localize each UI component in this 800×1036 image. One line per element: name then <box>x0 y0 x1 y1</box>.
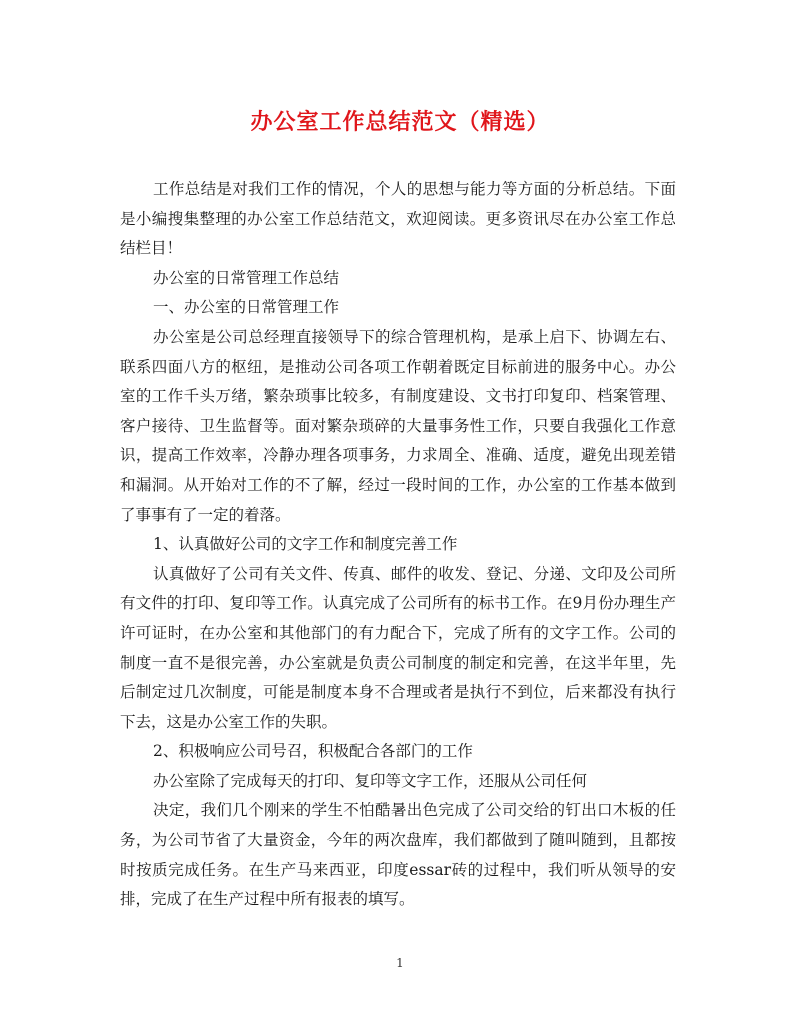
body-paragraph: 认真做好了公司有关文件、传真、邮件的收发、登记、分递、文印及公司所有文件的打印、复印等工作。认真完成了公司所有的标书工作。在9月份办理生产许可证时，在办公室和其他部门的有力配合下，完成了所有的文字工作。公司的制度一直不是很完善，办公室就是负责公司制度的制定和完善，在这半年里，先后制定过几次制度，可能是制度本身不合理或者是执行不到位，后来都没有执行下去，这是办公室工作的失职。 <box>120 564 676 731</box>
item-heading: 2、积极响应公司号召，积极配合各部门的工作 <box>153 742 473 761</box>
document-body <box>120 175 676 915</box>
document-title: 办公室工作总结范文（精选） <box>250 109 550 135</box>
body-paragraph: 办公室是公司总经理直接领导下的综合管理机构，是承上启下、协调左右、联系四面八方的枢纽，是推动公司各项工作朝着既定目标前进的服务中心。办公室的工作千头万绪，繁杂琐事比较多，有制度建设、文书打印复印、档案管理、客户接待、卫生监督等。面对繁杂琐碎的大量事务性工作，只要自我强化工作意识，提高工作效率，冷静办理各项事务，力求周全、准确、适度，避免出现差错和漏洞。从开始对工作的不了解，经过一段时间的工作，办公室的工作基本做到了事事有了一定的着落。 <box>120 327 676 524</box>
section-heading: 办公室的日常管理工作总结 <box>153 268 340 287</box>
body-paragraph: 决定，我们几个刚来的学生不怕酷暑出色完成了公司交给的钉出口木板的任务，为公司节省了大量资金，今年的两次盘库，我们都做到了随叫随到，且都按时按质完成任务。在生产马来西亚，印度essar砖的过程中，我们听从领导的安排，完成了在生产过程中所有报表的填写。 <box>120 801 676 909</box>
subsection-heading: 一、办公室的日常管理工作 <box>153 298 340 317</box>
item-heading: 1、认真做好公司的文字工作和制度完善工作 <box>153 535 458 554</box>
intro-paragraph: 工作总结是对我们工作的情况，个人的思想与能力等方面的分析总结。下面是小编搜集整理的办公室工作总结范文，欢迎阅读。更多资讯尽在办公室工作总结栏目！ <box>120 180 676 258</box>
body-paragraph: 办公室除了完成每天的打印、复印等文字工作，还服从公司任何 <box>153 771 588 790</box>
page-number: 1 <box>396 956 404 970</box>
